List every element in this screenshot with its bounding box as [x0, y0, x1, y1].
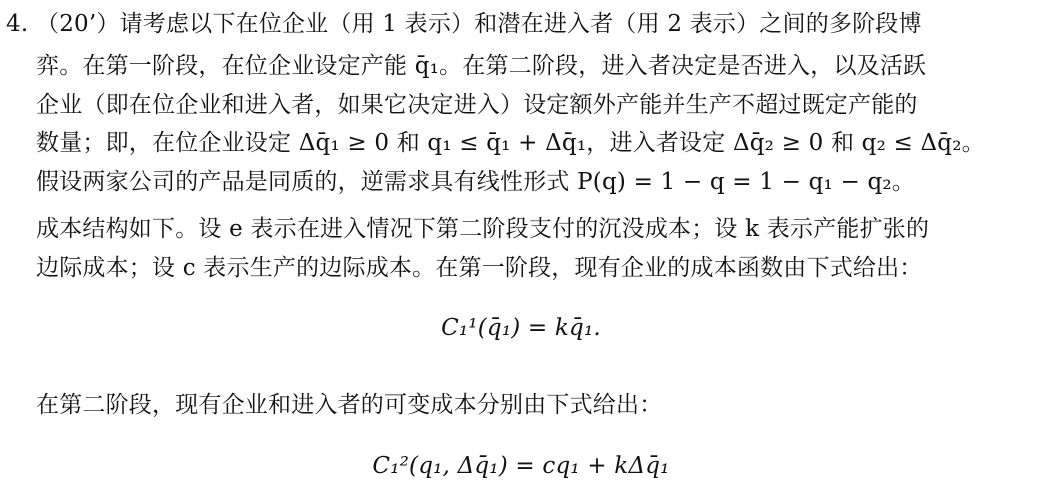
problem-text-line-1: （20’）请考虑以下在位企业（用 1 表示）和潜在进入者（用 2 表示）之间的多阶段博: [36, 11, 922, 37]
cost-structure-line-2: 边际成本；设 c 表示生产的边际成本。在第一阶段，现有企业的成本函数由下式给出：: [36, 255, 923, 281]
equation-stage-two-cost: C₁²(q₁, Δq̄₁) = cq₁ + kΔq̄₁: [372, 453, 670, 479]
problem-number: 4.: [6, 11, 29, 37]
equation-stage-one-cost: C₁¹(q̄₁) = kq̄₁.: [441, 315, 601, 341]
problem-text-line-4: 数量；即，在位企业设定 Δq̄₁ ≥ 0 和 q₁ ≤ q̄₁ + Δq̄₁，进入者设定 Δq̄₂ ≥ 0 和 q₂ ≤ Δq̄₂。: [36, 130, 985, 156]
cost-structure-line-1: 成本结构如下。设 e 表示在进入情况下第二阶段支付的沉没成本；设 k 表示产能扩张的: [36, 216, 930, 242]
problem-text-line-2: 弈。在第一阶段，在位企业设定产能 q̄₁。在第二阶段，进入者决定是否进入，以及活跃: [36, 53, 927, 79]
problem-text-line-3: 企业（即在位企业和进入者，如果它决定进入）设定额外产能并生产不超过既定产能的: [36, 92, 918, 118]
stage-two-cost-intro: 在第二阶段，现有企业和进入者的可变成本分别由下式给出：: [36, 392, 663, 418]
problem-text-line-5: 假设两家公司的产品是同质的，逆需求具有线性形式 P(q) = 1 − q = 1 − q₁ − q₂。: [36, 169, 916, 195]
